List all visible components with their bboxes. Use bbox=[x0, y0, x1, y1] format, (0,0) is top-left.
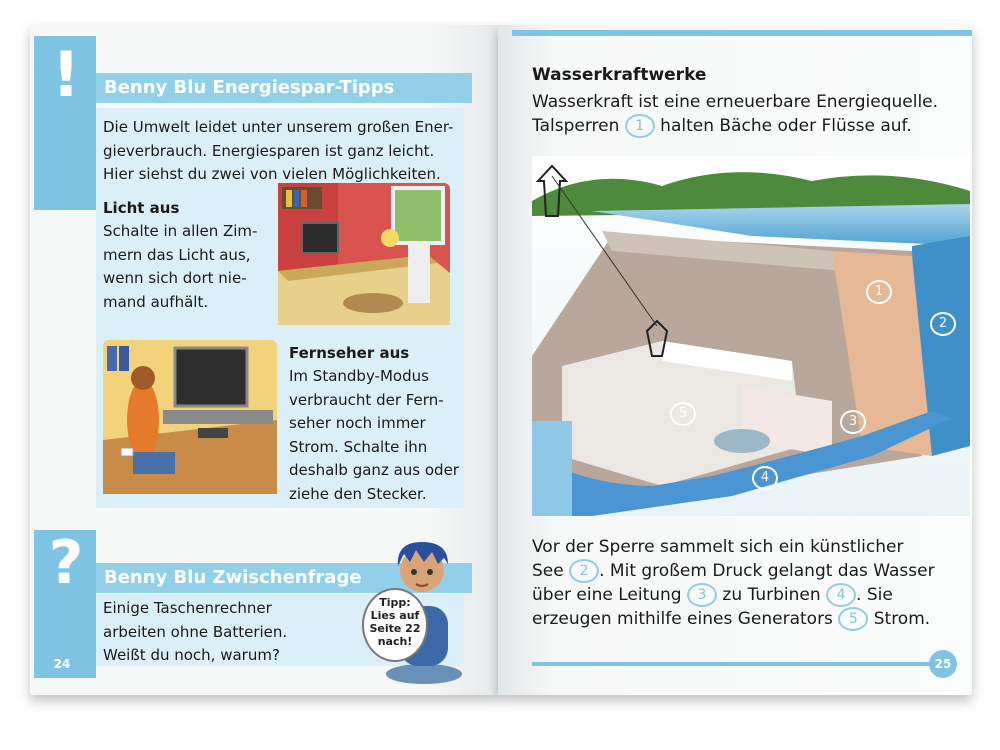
licht-heading: Licht aus bbox=[103, 199, 180, 217]
text-span: Talsperren bbox=[532, 116, 620, 136]
tips-intro bbox=[103, 116, 453, 187]
intro-line: gieverbrauch. Energiesparen ist ganz leicht. bbox=[103, 141, 435, 160]
text-line: Im Standby-Modus bbox=[289, 367, 429, 385]
hint-line: nach! bbox=[377, 635, 413, 648]
licht-text bbox=[103, 220, 257, 314]
text-line: Strom. Schalte ihn bbox=[289, 437, 428, 456]
para-line-4 bbox=[532, 607, 930, 631]
text-line: Weißt du noch, warum? bbox=[103, 646, 280, 664]
diagram-marker-1: 1 bbox=[866, 280, 892, 304]
para-line-3 bbox=[532, 583, 893, 607]
exclamation-icon: ! bbox=[51, 38, 81, 111]
right-title: Wasserkraftwerke bbox=[532, 65, 707, 85]
hint-text bbox=[364, 596, 426, 648]
room-illustration bbox=[278, 183, 450, 325]
text-span: halten Bäche oder Flüsse auf. bbox=[660, 116, 912, 136]
text-span: See bbox=[532, 561, 564, 581]
text-span: . Sie bbox=[856, 585, 893, 605]
text-line: verbraucht der Fern- bbox=[289, 390, 444, 409]
question-text bbox=[103, 597, 287, 668]
diagram-marker-5: 5 bbox=[670, 402, 696, 426]
hint-line: Tipp: bbox=[379, 596, 411, 609]
text-line: wenn sich dort nie- bbox=[103, 269, 247, 287]
diagram-marker-4: 4 bbox=[752, 466, 778, 490]
top-rule bbox=[512, 30, 972, 36]
para-line-1: Vor der Sperre sammelt sich ein künstlicher bbox=[532, 537, 904, 557]
text-line: seher noch immer bbox=[289, 414, 426, 432]
intro-line-1: Wasserkraft ist eine erneuerbare Energiequelle. bbox=[532, 92, 939, 112]
marker-5: 5 bbox=[838, 607, 868, 631]
text-line: Schalte in allen Zim- bbox=[103, 222, 258, 240]
tv-illustration bbox=[103, 340, 277, 494]
question-title: Benny Blu Zwischenfrage bbox=[96, 563, 472, 593]
marker-1: 1 bbox=[625, 114, 655, 138]
hint-line: Lies auf bbox=[370, 609, 420, 622]
dam-illustration bbox=[532, 156, 970, 516]
marker-2: 2 bbox=[569, 559, 599, 583]
text-line: Einige Taschenrechner bbox=[103, 599, 272, 617]
text-span: über eine Leitung bbox=[532, 585, 682, 605]
question-icon: ? bbox=[48, 528, 84, 598]
intro-line-2 bbox=[532, 114, 912, 138]
intro-line: Die Umwelt leidet unter unserem großen Ener- bbox=[103, 118, 454, 136]
text-line: ziehe den Stecker. bbox=[289, 484, 427, 503]
hint-line: Seite 22 bbox=[369, 622, 421, 635]
fernseher-heading: Fernseher aus bbox=[289, 344, 410, 362]
diagram-marker-2: 2 bbox=[930, 312, 956, 336]
text-line: arbeiten ohne Batterien. bbox=[103, 622, 288, 641]
marker-4: 4 bbox=[826, 583, 856, 607]
text-line: deshalb ganz aus oder bbox=[289, 461, 459, 479]
para-line-2 bbox=[532, 559, 935, 583]
intro-line: Hier siehst du zwei von vielen Möglichkeiten. bbox=[103, 165, 441, 183]
text-span: Strom. bbox=[873, 609, 931, 629]
text-span: zu Turbinen bbox=[722, 585, 821, 605]
text-span: . Mit großem Druck gelangt das Wasser bbox=[599, 561, 935, 581]
page-number-right: 25 bbox=[929, 650, 957, 678]
marker-3: 3 bbox=[687, 583, 717, 607]
text-span: erzeugen mithilfe eines Generators bbox=[532, 609, 833, 629]
page-number-left: 24 bbox=[48, 650, 76, 678]
bottom-rule bbox=[532, 662, 930, 666]
fernseher-text bbox=[289, 365, 459, 506]
diagram-marker-3: 3 bbox=[840, 410, 866, 434]
tips-title: Benny Blu Energiespar-Tipps bbox=[96, 73, 472, 103]
text-line: mand aufhält. bbox=[103, 292, 209, 311]
text-line: mern das Licht aus, bbox=[103, 245, 251, 264]
